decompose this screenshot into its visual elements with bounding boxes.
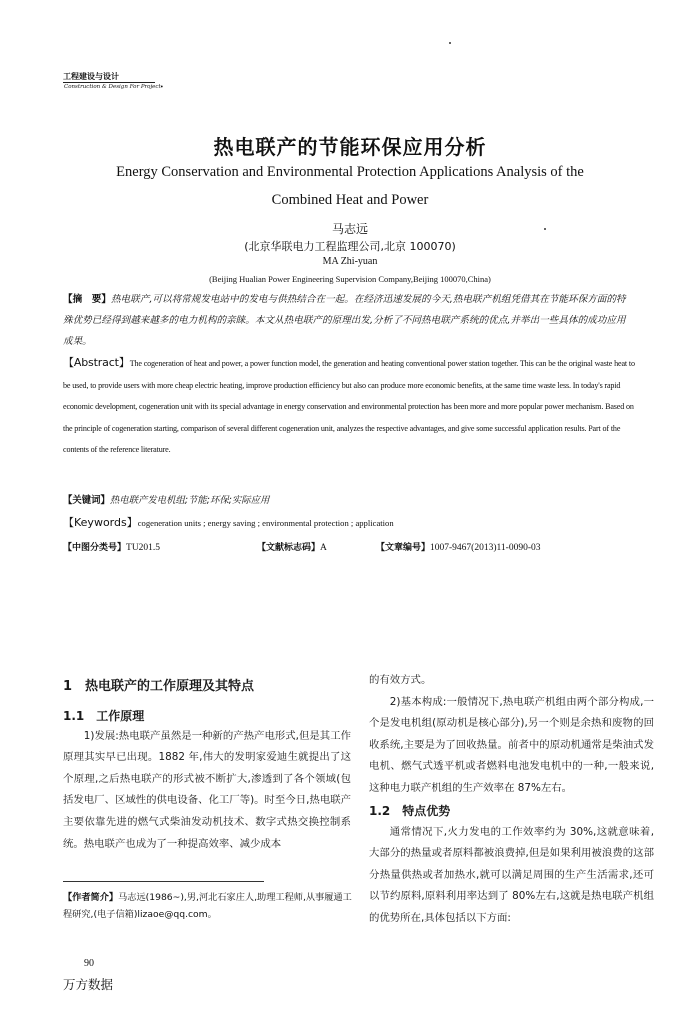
- article-number-label: 【文章编号】: [376, 543, 431, 553]
- paragraph-development: 1)发展:热电联产虽然是一种新的产热产电形式,但是其工作原理其实早已出现。1882 年,伟大的发明家爱迪生就提出了这个原理,之后热电联产的形式被不断扩大,渗透到了各个领域(包括发电厂、区域性的供电设备、化工厂等)。时至今日,热电联产主要依靠先进的燃气式柴油发动机技术、数字式热交换控制系统。热电联产也成为了一种提高效率、减少成本: [63, 729, 351, 850]
- footnote-rule: [63, 881, 264, 882]
- header-dot: •: [160, 84, 164, 91]
- paper-title-cn: 热电联产的节能环保应用分析: [213, 135, 487, 159]
- author-bio-label: 【作者简介】: [63, 892, 119, 903]
- page-number: 90: [84, 958, 94, 969]
- clc-number: [63, 540, 160, 553]
- author-bio-footnote: [63, 889, 353, 923]
- clc-value: TU201.5: [126, 543, 161, 553]
- body-column-left: [63, 676, 351, 855]
- article-number-value: 1007-9467(2013)11-0090-03: [430, 543, 541, 553]
- keywords-cn-text: 热电联产发电机组;节能;环保;实际应用: [109, 495, 270, 506]
- author-name-en: MA Zhi-yuan: [322, 256, 378, 267]
- body-column-right: [369, 670, 654, 930]
- abstract-en-text: The cogeneration of heat and power, a power function model, the generation and heating conventional power station together. This can be the original waste heat to be used, to provide users with more cheap electric heating, improve production efficiency but also can produce more economic benefits, at the same time waste less. In today's rapid economic development, cogeneration unit with its special advantage in energy conservation and environmental protection has been more and more popular power mechanism. Based on the principle of cogeneration starting, comparison of several different cogeneration unit, analyzes the respective advantages, and give some successful application results. Part of the contents of the reference literature.: [63, 359, 635, 454]
- clc-label: 【中图分类号】: [63, 543, 127, 553]
- section-1-2-heading: 1.2 特点优势: [369, 803, 451, 818]
- abstract-cn-text: 热电联产,可以将常规发电站中的发电与供热结合在一起。在经济迅速发展的今天,热电联产机组凭借其在节能环保方面的特殊优势已经得到越来越多的电力机构的亲睐。本文从热电联产的原理出发,分析了不同热电联产系统的优点,并举出一些具体的成功应用成果。: [63, 294, 626, 347]
- section-1-1-heading: 1.1 工作原理: [63, 708, 145, 723]
- affiliation-en: (Beijing Hualian Power Engineering Supervision Company,Beijing 100070,China): [209, 274, 491, 284]
- journal-name-en: Construction & Design For Project: [64, 84, 161, 90]
- keywords-cn-label: 【关键词】: [63, 495, 110, 506]
- doc-code-value: A: [320, 543, 327, 553]
- affiliation-cn: (北京华联电力工程监理公司,北京 100070): [244, 240, 456, 253]
- keywords-cn: [63, 492, 269, 506]
- paper-title-en: Energy Conservation and Environmental Protection Applications Analysis of the Combined Heat and Power: [116, 164, 584, 208]
- article-number: [376, 540, 540, 553]
- paragraph-continuation: 的有效方式。: [369, 674, 432, 686]
- paragraph-composition: 2)基本构成:一般情况下,热电联产机组由两个部分构成,一个是发电机组(原动机是核心部分),另一个则是余热和废物的回收系统,主要是为了回收热量。前者中的原动机通常是柴油式发电机、燃气式透平机或者燃料电池发电机中的一种,一般来说,这种电力联产机组的生产效率在 87%左右。: [369, 695, 654, 794]
- document-code: [257, 540, 327, 553]
- section-1-heading: 1 热电联产的工作原理及其特点: [63, 679, 255, 694]
- abstract-en: [63, 352, 635, 461]
- abstract-cn-label: 【摘 要】: [63, 294, 111, 305]
- author-name-cn: 马志远: [331, 222, 368, 236]
- doc-code-label: 【文献标志码】: [257, 543, 321, 553]
- header-rule: [63, 82, 155, 83]
- database-watermark: 万方数据: [63, 977, 114, 992]
- abstract-cn: [63, 289, 633, 352]
- scan-speck: [544, 228, 546, 230]
- abstract-en-label: 【Abstract】: [63, 356, 130, 369]
- paragraph-advantages: 通常情况下,火力发电的工作效率约为 30%,这就意味着,大部分的热量或者原料都被浪费掉,但是如果利用被浪费的这部分热量供热或者加热水,就可以满足周围的生产生活需求,还可以节约原料,原料利用率达到了 80%左右,这就是热电联产机组的优势所在,具体包括以下方面:: [369, 825, 654, 924]
- scan-speck: [449, 42, 451, 44]
- journal-name-cn: 工程建设与设计: [63, 72, 119, 81]
- author-bio-text: 马志远(1986~),男,河北石家庄人,助理工程师,从事履通工程研究,(电子信箱)lizaoe@qq.com。: [63, 892, 352, 920]
- keywords-en-text: cogeneration units ; energy saving ; environmental protection ; application: [137, 518, 394, 528]
- keywords-en: [63, 514, 394, 530]
- keywords-en-label: 【Keywords】: [63, 516, 138, 529]
